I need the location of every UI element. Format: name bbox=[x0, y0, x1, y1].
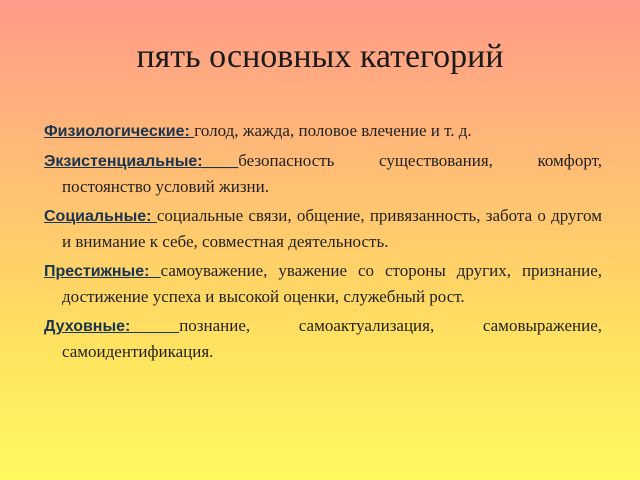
item-term: Духовные: bbox=[44, 318, 180, 335]
slide-title: пять основных категорий bbox=[136, 38, 504, 75]
item-text: безопасность существования, комфорт, постоянство условий жизни. bbox=[62, 151, 602, 196]
item-term: Физиологические: bbox=[44, 123, 195, 140]
item-term: Престижные: bbox=[44, 263, 161, 280]
list-item-prestige bbox=[44, 258, 602, 309]
list-item-physiological bbox=[44, 118, 602, 144]
list-item-spiritual bbox=[44, 313, 602, 364]
list-item-social bbox=[44, 203, 602, 254]
list-item-existential bbox=[44, 148, 602, 199]
item-text: голод, жажда, половое влечение и т. д. bbox=[194, 121, 472, 140]
item-text: познание, самоактуализация, самовыражение, самоидентификация. bbox=[62, 316, 602, 361]
category-list bbox=[44, 118, 602, 368]
item-text: самоуважение, уважение со стороны других, признание, достижение успеха и высокой оценки, служебный рост. bbox=[62, 261, 603, 306]
item-term: Социальные: bbox=[44, 208, 157, 225]
item-text: социальные связи, общение, привязанность, забота о другом и внимание к себе, совместная деятельность. bbox=[62, 206, 602, 251]
item-term: Экзистенциальные:____ bbox=[44, 153, 239, 170]
